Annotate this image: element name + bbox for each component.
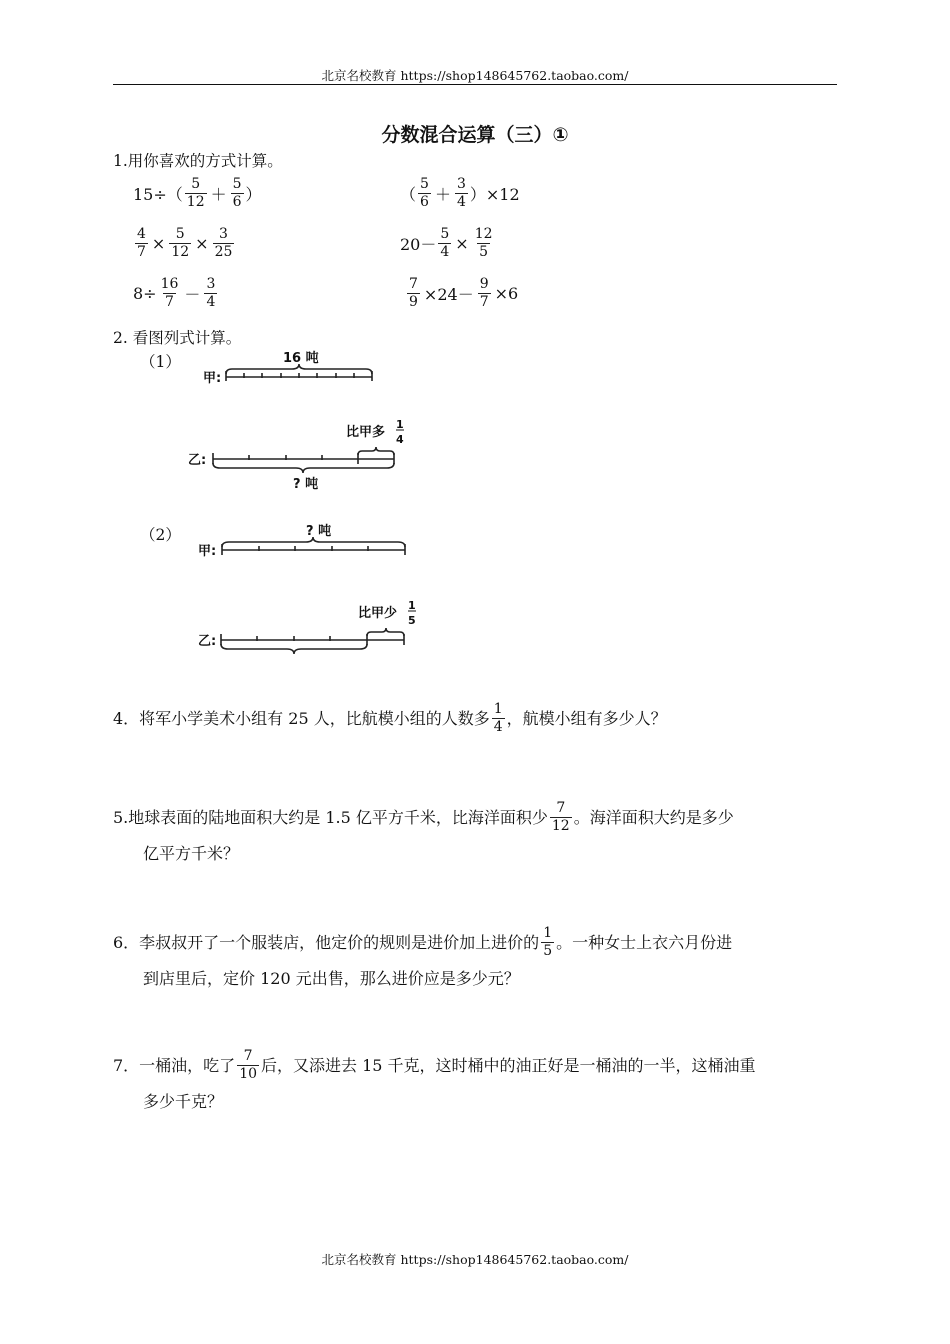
footer-school: 北京名校教育 xyxy=(321,1252,397,1267)
yi2-brace-bottom xyxy=(221,644,367,654)
page-footer xyxy=(0,1250,950,1268)
q1-expr-3: $\frac{4}{7}$ × $\frac{5}{12}$ × $\frac{3}{25}$ xyxy=(137,226,233,260)
fraction: $\frac{4}{7}$ xyxy=(137,226,146,260)
yi1-compare: 比甲多 xyxy=(346,425,386,440)
fraction: $\frac{1}{5}$ xyxy=(543,925,553,959)
q1-label: 1.用你喜欢的方式计算。 xyxy=(113,152,283,170)
fraction: $\frac{3}{25}$ xyxy=(214,226,233,260)
header-school: 北京名校教育 xyxy=(321,68,397,83)
fraction: $\frac{5}{12}$ xyxy=(171,226,190,260)
jia1-ticks xyxy=(226,371,372,381)
fraction: $\frac{7}{10}$ xyxy=(239,1048,258,1082)
header-url: https://shop148645762.taobao.com/ xyxy=(400,68,629,83)
fraction: $\frac{9}{7}$ xyxy=(479,276,489,310)
fraction: $\frac{7}{9}$ xyxy=(409,276,418,310)
yi1-brace-extra xyxy=(358,447,394,455)
yi1-label: 乙: xyxy=(188,453,207,468)
yi1-brace-total xyxy=(213,463,394,473)
footer-url: https://shop148645762.taobao.com/ xyxy=(400,1252,629,1267)
yi1-frac-num: 1 xyxy=(396,418,404,431)
yi2-frac-num: 1 xyxy=(408,599,416,612)
yi1-frac-den: 4 xyxy=(396,433,404,446)
yi2-frac-den: 5 xyxy=(408,614,416,627)
q7: 7．一桶油，吃了 $\frac{7}{10}$ 后，又添进去 15 千克，这时桶中的油正好是一桶油的一半，这桶油重 多少千克？ xyxy=(113,1048,837,1117)
q1-expr-1: 15÷（ $\frac{5}{12}$ ＋ $\frac{5}{6}$ ） xyxy=(133,176,262,210)
q6-line2: 到店里后，定价 120 元出售，那么进价应是多少元？ xyxy=(143,969,520,988)
q1-expr-6: $\frac{7}{9}$ ×24－ $\frac{9}{7}$ ×6 xyxy=(409,276,519,310)
fraction: $\frac{7}{12}$ xyxy=(551,800,570,834)
fraction: $\frac{1}{4}$ xyxy=(493,701,503,735)
fraction: $\frac{12}{5}$ xyxy=(474,226,493,260)
jia1-label: 甲: xyxy=(203,371,222,386)
yi2-compare: 比甲少 xyxy=(358,606,398,621)
fraction: $\frac{5}{12}$ xyxy=(186,176,205,210)
jia2-total: ? 吨 xyxy=(306,524,332,539)
yi1-total: ? 吨 xyxy=(293,477,319,492)
q2-part1-number: （1） xyxy=(140,353,181,371)
q1-expr-4: 20－ $\frac{5}{4}$ × $\frac{12}{5}$ xyxy=(400,226,493,260)
yi2-brace-less xyxy=(367,628,404,636)
jia1-total: 16 吨 xyxy=(283,351,319,366)
fraction: $\frac{5}{4}$ xyxy=(440,226,450,260)
q2-part2-number: （2） xyxy=(140,526,181,544)
q4: 4．将军小学美术小组有 25 人，比航模小组的人数多 $\frac{1}{4}$ ，航模小组有多少人？ xyxy=(113,701,667,735)
page-title: 分数混合运算（三）① xyxy=(381,124,569,146)
jia2-label: 甲: xyxy=(198,544,217,559)
yi2-label: 乙: xyxy=(198,634,217,649)
fraction: $\frac{3}{4}$ xyxy=(456,176,466,210)
fraction: $\frac{5}{6}$ xyxy=(420,176,429,210)
fraction: $\frac{5}{6}$ xyxy=(232,176,242,210)
fraction: $\frac{3}{4}$ xyxy=(206,276,216,310)
q6: 6．李叔叔开了一个服装店，他定价的规则是进价加上进价的 $\frac{1}{5}$ 。一种女士上衣六月份进 到店里后，定价 120 元出售，那么进价应是多少元？ xyxy=(113,925,837,994)
q2-label: 2. 看图列式计算。 xyxy=(113,329,242,347)
q5-line2: 亿平方千米？ xyxy=(143,844,240,863)
fraction: $\frac{16}{7}$ xyxy=(160,276,179,310)
q1-expr-2: （ $\frac{5}{6}$ ＋ $\frac{3}{4}$ ）×12 xyxy=(400,176,520,210)
q1-expr-5: 8÷ $\frac{16}{7}$ － $\frac{3}{4}$ xyxy=(133,276,216,310)
q5: 5.地球表面的陆地面积大约是 1.5 亿平方千米，比海洋面积少 $\frac{7}{12}$ 。海洋面积大约是多少 亿平方千米？ xyxy=(113,800,837,869)
q7-line2: 多少千克？ xyxy=(143,1092,224,1111)
